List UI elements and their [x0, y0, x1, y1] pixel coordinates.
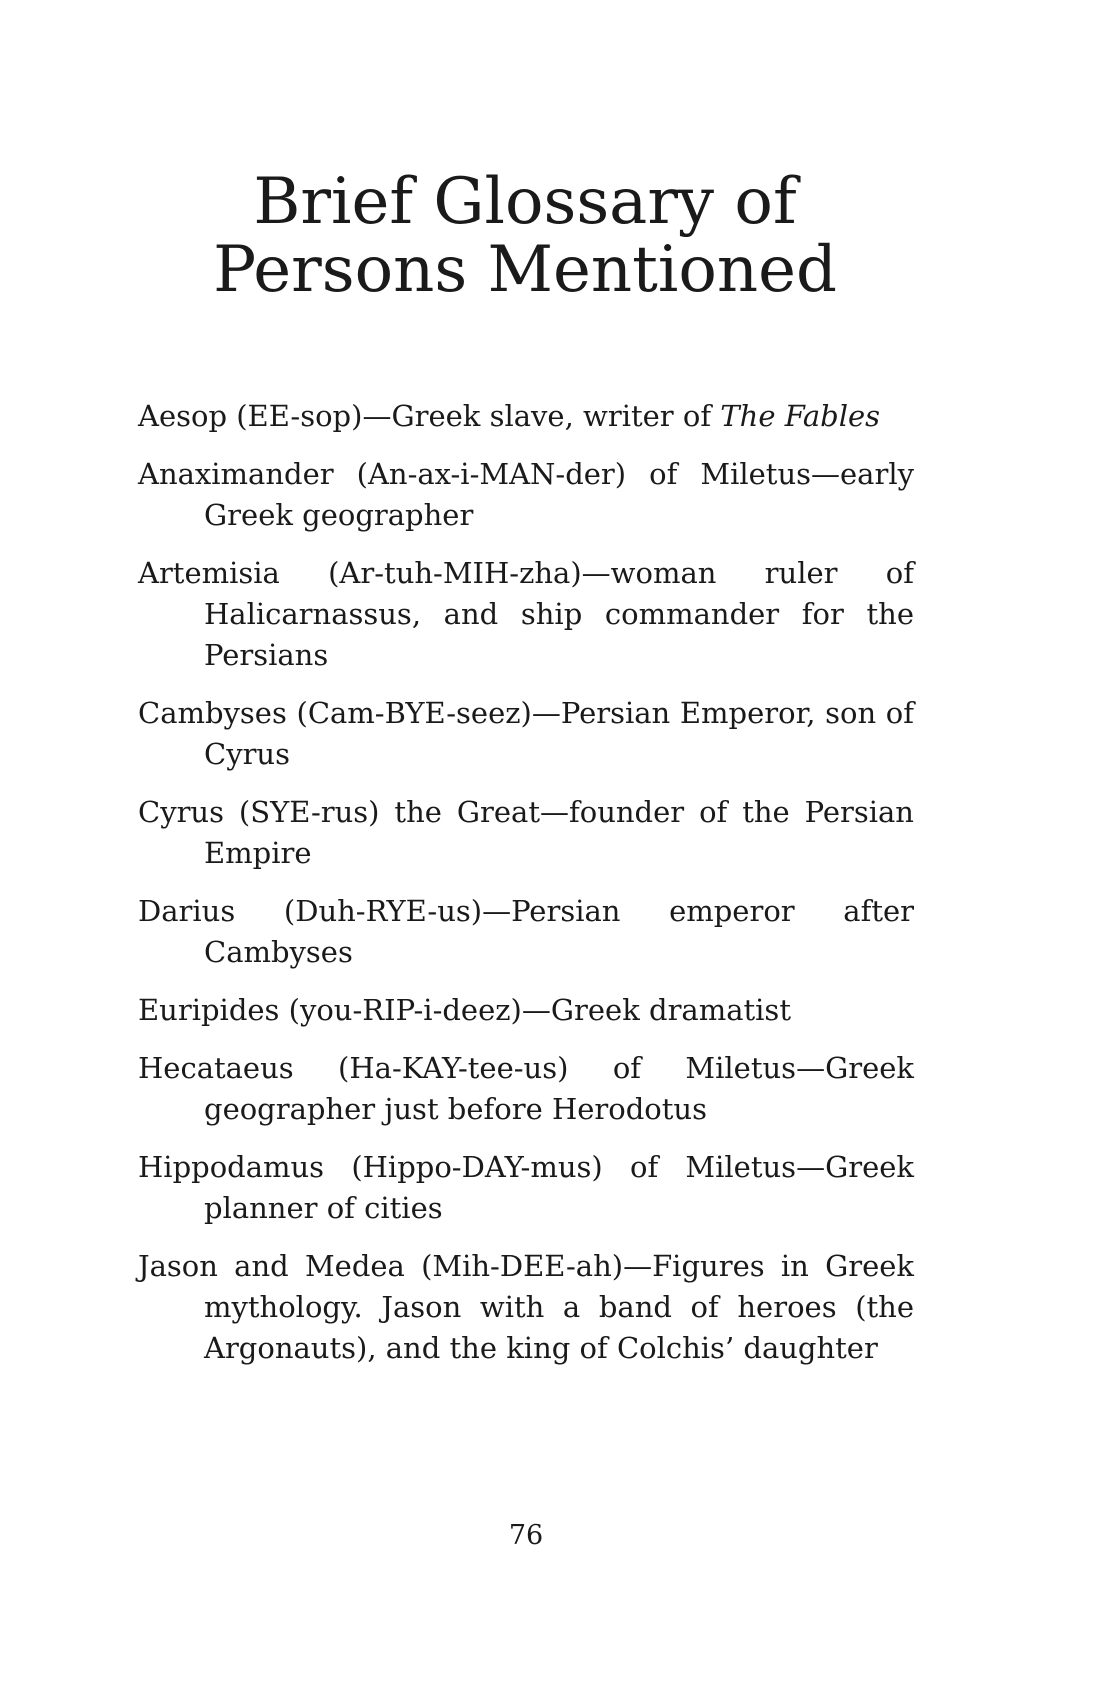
- glossary-entry: [138, 792, 914, 874]
- entry-term: Cyrus (SYE-rus) the Great: [138, 795, 540, 829]
- entry-term: Jason and Medea (Mih-DEE-ah): [138, 1249, 624, 1283]
- entry-description: —Greek geographer just before Herodotus: [204, 1051, 914, 1126]
- entry-description: —Greek dramatist: [521, 993, 791, 1027]
- glossary-list: [138, 396, 914, 1386]
- entry-description: —Greek slave, writer of: [362, 399, 721, 433]
- glossary-entry: [138, 891, 914, 973]
- entry-description: —Persian emperor after Cambyses: [204, 894, 914, 969]
- entry-term: Darius (Duh-RYE-us): [138, 894, 483, 928]
- glossary-entry: [138, 1048, 914, 1130]
- glossary-entry: [138, 693, 914, 775]
- page-number: 76: [508, 1520, 544, 1551]
- entry-term: Anaximander (An-ax-i-MAN-der) of Miletus: [138, 457, 812, 491]
- entry-term: Euripides (you-RIP-i-deez): [138, 993, 522, 1027]
- glossary-entry: [138, 454, 914, 536]
- entry-term: Aesop (EE-sop): [138, 399, 363, 433]
- entry-term: Hippodamus (Hippo-DAY-mus) of Miletus: [138, 1150, 797, 1184]
- page-title-line-2: Persons Mentioned: [213, 233, 837, 307]
- entry-work-title: The Fables: [720, 399, 881, 433]
- entry-description: —founder of the Persian Empire: [204, 795, 914, 870]
- entry-term: Artemisia (Ar-tuh-MIH-zha): [138, 556, 582, 590]
- entry-term: Hecataeus (Ha-KAY-tee-us) of Miletus: [138, 1051, 797, 1085]
- glossary-entry: [138, 1246, 914, 1369]
- glossary-entry: [138, 553, 914, 676]
- entry-description: —Greek planner of cities: [204, 1150, 914, 1225]
- page-title-line-1: Brief Glossary of: [253, 165, 797, 239]
- glossary-entry: [138, 990, 914, 1031]
- page-title: [0, 165, 1050, 307]
- entry-description: —woman ruler of Halicarnassus, and ship commander for the Persians: [204, 556, 914, 672]
- entry-description: —early Greek geographer: [204, 457, 914, 532]
- glossary-entry: [138, 396, 914, 437]
- glossary-entry: [138, 1147, 914, 1229]
- entry-description: —Figures in Greek mythology. Jason with a band of heroes (the Argonauts), and the king of Colchis’ daughter: [204, 1249, 914, 1365]
- entry-description: —Persian Emperor, son of Cyrus: [204, 696, 914, 771]
- entry-term: Cambyses (Cam-BYE-seez): [138, 696, 532, 730]
